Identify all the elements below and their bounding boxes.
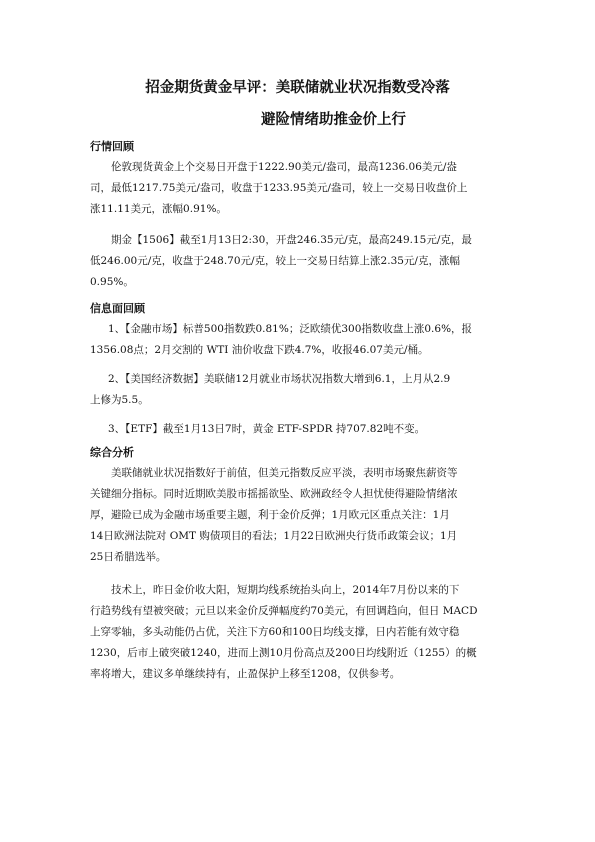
market-review-paragraph-2 — [90, 230, 508, 293]
document-title-line-2: 避险情绪助推金价上行 — [261, 112, 406, 128]
text-line: 行趋势线有望被突破；元旦以来金价反弹幅度约70美元，有回调趋向，但日 MACD — [90, 605, 478, 617]
text-line: 0.95%。 — [90, 276, 134, 288]
text-line: 1、【金融市场】标普500指数跌0.81%；泛欧绩优300指数收盘上涨0.6%，报 — [108, 323, 473, 335]
text-line: 1230，后市上破突破1240，进而上测10月份高点及200日均线附近（1255）的概 — [90, 647, 477, 659]
text-line: 上穿零轴，多头动能仍占优，关注下方60和100日均线支撑，日内若能有效守稳 — [90, 626, 460, 638]
market-review-paragraph-1 — [90, 157, 508, 220]
text-line: 上修为5.5。 — [90, 394, 149, 406]
news-item-us-economic-data — [90, 369, 508, 411]
text-line: 2、【美国经济数据】美联储12月就业市场状况指数大增到6.1，上月从2.9 — [108, 373, 451, 385]
section-heading-market-review: 行情回顾 — [90, 140, 134, 153]
text-line: 美联储就业状况指数好于前值，但美元指数反应平淡，表明市场聚焦薪资等 — [111, 467, 458, 479]
document-title-line-1: 招金期货黄金早评：美联储就业状况指数受冷落 — [145, 80, 450, 96]
text-line: 期金【1506】截至1月13日2:30，开盘246.35元/克，最高249.15元/克，最 — [111, 234, 472, 246]
news-item-etf — [90, 419, 508, 440]
text-line: 技术上，昨日金价收大阳，短期均线系统抬头向上，2014年7月份以来的下 — [111, 584, 460, 596]
text-line: 1356.08点；2月交割的 WTI 油价收盘下跌4.7%，收报46.07美元/桶。 — [90, 344, 429, 356]
text-line: 关键细分指标。同时近期欧美股市摇摇欲坠、欧洲政经令人担忧使得避险情绪浓 — [90, 488, 458, 500]
text-line: 伦敦现货黄金上个交易日开盘于1222.90美元/盎司，最高1236.06美元/盎 — [111, 161, 457, 173]
text-line: 低246.00元/克，收盘于248.70元/克，较上一交易日结算上涨2.35元/克，涨幅 — [90, 255, 460, 267]
text-line: 25日希腊选举。 — [90, 551, 167, 563]
text-line: 率将增大，建议多单继续持有，止盈保护上移至1208，仅供参考。 — [90, 668, 401, 680]
text-line: 司，最低1217.75美元/盎司，收盘于1233.95美元/盎司，较上一交易日收盘价上 — [90, 182, 468, 194]
section-heading-news-review: 信息面回顾 — [90, 302, 145, 315]
analysis-paragraph-2 — [90, 580, 508, 685]
analysis-paragraph-1 — [90, 463, 508, 568]
news-item-financial-markets — [90, 319, 508, 361]
section-heading-analysis: 综合分析 — [90, 446, 134, 459]
text-line: 14日欧洲法院对 OMT 购债项目的看法；1月22日欧洲央行货币政策会议；1月 — [90, 530, 458, 542]
text-line: 涨11.11美元，涨幅0.91%。 — [90, 203, 227, 215]
text-line: 厚，避险已成为金融市场重要主题，利于金价反弹；1月欧元区重点关注：1月 — [90, 509, 450, 521]
text-line: 3、【ETF】截至1月13日7时，黄金 ETF-SPDR 持707.82吨不变。 — [108, 423, 426, 435]
